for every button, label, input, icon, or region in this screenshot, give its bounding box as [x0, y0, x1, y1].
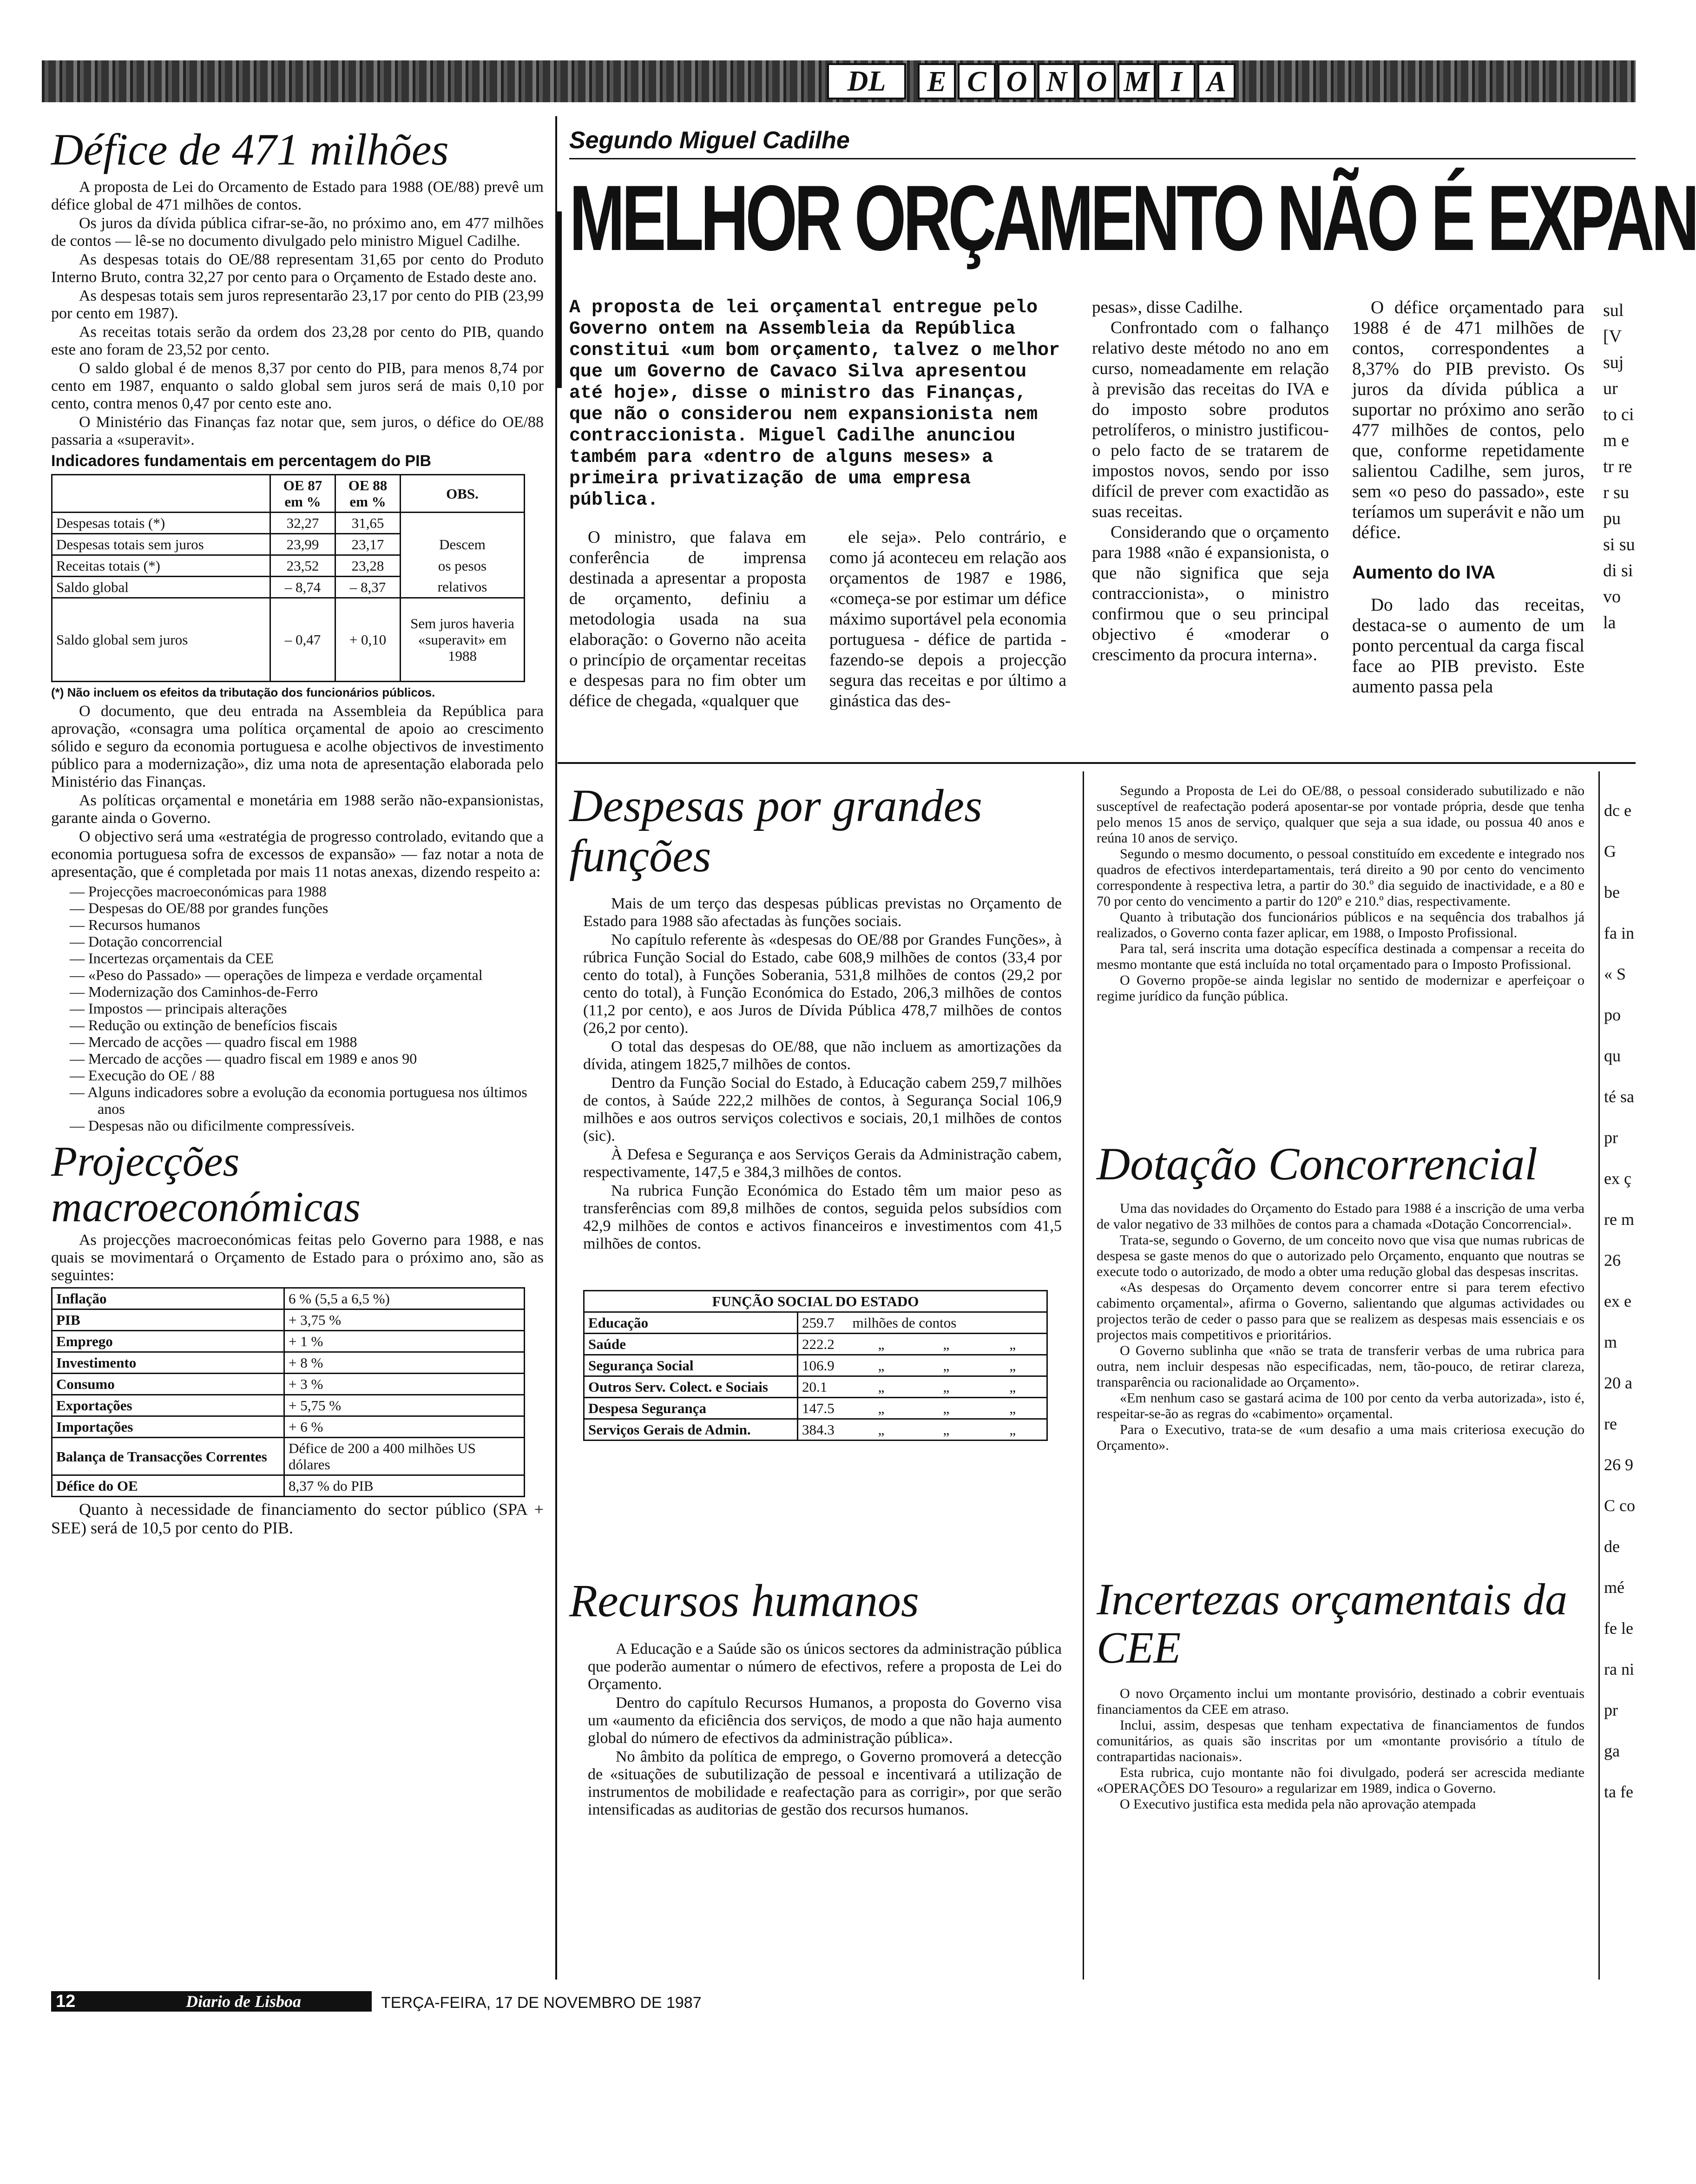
- ditto-mark: „: [914, 1398, 979, 1419]
- section-letter: M: [1118, 63, 1156, 99]
- list-item: — Modernização dos Caminhos-de-Ferro: [65, 983, 544, 1000]
- cut-off-column: sul [V suj ur to ci m e tr re r su pu si su di si vo la: [1603, 301, 1635, 632]
- row-label: Investimento: [52, 1352, 284, 1374]
- paragraph: O total das despesas do OE/88, que não incluem as amortizações da dívida, atingem 1825,7 milhões de contos.: [583, 1038, 1062, 1073]
- paragraph: A Educação e a Saúde são os únicos sectores da administração pública que poderão aumentar o número de efectivos, refere a proposta de Lei do Orçamento.: [588, 1640, 1062, 1693]
- row-value: Défice de 200 a 400 milhões US dólares: [284, 1438, 525, 1475]
- table-row: [584, 1334, 1047, 1355]
- row-value: 222.2: [798, 1334, 849, 1355]
- dotacao-section: [1097, 1138, 1584, 1454]
- table-row: [584, 1376, 1047, 1398]
- list-item: — Mercado de acções — quadro fiscal em 1988: [65, 1033, 544, 1050]
- paragraph: No âmbito da política de emprego, o Governo promoverá a detecção de «situações de subutilização de pessoal e incentivará a utilização de instrumentos de mobilidade e reafectação para as corrigir», por que serão intensificadas as auditorias de gestão dos recursos humanos.: [588, 1748, 1062, 1818]
- row-label: Outros Serv. Colect. e Sociais: [584, 1376, 798, 1398]
- cell-obs: os pesos: [401, 555, 525, 577]
- table-row: [584, 1312, 1047, 1334]
- cell-oe88: 23,17: [335, 534, 401, 555]
- projeccoes-table: [51, 1287, 525, 1497]
- section-title: [918, 63, 1237, 99]
- lead-paragraph: A proposta de lei orçamental entregue pelo Governo ontem na Assembleia da República constitui «um bom orçamento, talvez o melhor que um Governo de Cavaco Silva apresentou até hoje», disse o ministro das Finanças, que não o considerou nem expansionista nem contraccionista. Miguel Cadilhe anunciou também para «dentro de alguns meses» a primeira privatização de uma empresa pública.: [569, 297, 1060, 511]
- section-title-projeccoes: Projecções macroeconómicas: [51, 1138, 361, 1230]
- ditto-mark: „: [979, 1355, 1047, 1376]
- row-label: Segurança Social: [584, 1355, 798, 1376]
- paragraph: pesas», disse Cadilhe.: [1092, 298, 1243, 317]
- cell-oe87: 23,52: [270, 555, 335, 577]
- list-item: — Execução do OE / 88: [65, 1067, 544, 1084]
- row-label: PIB: [52, 1309, 284, 1331]
- table-row: [52, 1374, 525, 1395]
- row-value: + 3,75 %: [284, 1309, 525, 1331]
- section-letter: A: [1197, 63, 1236, 99]
- paragraph: «Em nenhum caso se gastará acima de 100 por cento da verba autorizada», isto é, respeitar-se-ão as regras do «cabimento» orçamental.: [1097, 1390, 1584, 1421]
- list-item: — Mercado de acções — quadro fiscal em 1989 e anos 90: [65, 1050, 544, 1067]
- section-letter: I: [1157, 63, 1196, 99]
- paragraph: O Governo propõe-se ainda legislar no sentido de modernizar e aperfeiçoar o regime jurídico da função pública.: [1097, 973, 1584, 1004]
- table-row: [584, 1398, 1047, 1419]
- section-letter: E: [918, 63, 956, 99]
- cell-obs: [401, 513, 525, 534]
- ditto-mark: „: [979, 1334, 1047, 1355]
- ditto-mark: „: [849, 1419, 914, 1441]
- paragraph: As despesas totais sem juros representarão 23,17 por cento do PIB (23,99 por cento em 1987).: [51, 287, 544, 322]
- paragraph: O saldo global é de menos 8,37 por cento do PIB, para menos 8,74 por cento em 1987, enquanto o saldo global sem juros será de mais 0,10 por cento, contra menos 0,47 por cento este ano.: [51, 360, 544, 412]
- paragraph: Mais de um terço das despesas públicas previstas no Orçamento de Estado para 1988 são afectadas às funções sociais.: [583, 895, 1062, 930]
- row-value: + 5,75 %: [284, 1395, 525, 1416]
- recursos-section: [569, 1575, 1062, 1820]
- newspaper-name: Diario de Lisboa: [186, 1992, 301, 2011]
- paragraph: Uma das novidades do Orçamento do Estado para 1988 é a inscrição de uma verba de valor negativo de 33 milhões de contos para a chamada «Dotação Concorrencial».: [1097, 1201, 1584, 1232]
- ditto-mark: „: [914, 1376, 979, 1398]
- paragraph: O Executivo justifica esta medida pela não aprovação atempada: [1120, 1796, 1476, 1812]
- table-header-row: [584, 1291, 1047, 1312]
- row-value: 259.7: [798, 1312, 849, 1334]
- row-value: + 1 %: [284, 1331, 525, 1352]
- table-row: [52, 1331, 525, 1352]
- section-title-cee: Incertezas orçamentais da CEE: [1097, 1574, 1568, 1672]
- cell-oe88: + 0,10: [335, 598, 401, 682]
- ditto-mark: „: [979, 1376, 1047, 1398]
- row-label: Emprego: [52, 1331, 284, 1352]
- section-title-recursos: Recursos humanos: [569, 1575, 919, 1626]
- kicker-rule: [569, 158, 1636, 159]
- row-label: Saúde: [584, 1334, 798, 1355]
- table-row: [52, 1352, 525, 1374]
- row-value: + 8 %: [284, 1352, 525, 1374]
- paragraph: Quanto à necessidade de financiamento do sector público (SPA + SEE) será de 10,5 por cento do PIB.: [51, 1500, 544, 1537]
- section-letter: O: [1078, 63, 1116, 99]
- paragraph: Trata-se, segundo o Governo, de um conceito novo que visa que numas rubricas de despesa se gaste menos do que o autorizado pelo Orçamento, enquanto que noutras se execute todo o autorizado, de modo a obter uma redução global das despesas inscritas.: [1097, 1232, 1584, 1279]
- row-label: Serviços Gerais de Admin.: [584, 1419, 798, 1441]
- table-row: [52, 534, 525, 555]
- dotacao-body: [1097, 1201, 1584, 1454]
- table-title: FUNÇÃO SOCIAL DO ESTADO: [584, 1291, 1047, 1312]
- paragraph: Quanto à tributação dos funcionários públicos e na sequência dos trabalhos já realizados, o Governo conta fazer aplicar, em 1988, o Imposto Profissional.: [1097, 909, 1584, 941]
- paragraph: No capítulo referente às «despesas do OE/88 por Grandes Funções», à rúbrica Função Social do Estado, cabe 608,9 milhões de contos (33,4 por cento do total), à Funções Soberania, 531,8 milhões de contos (29,2 por cento do total), à Função Económica do Estado, 206,3 milhões de contos (11,2 por cento), e aos Juros de Dívida Pública 478,7 milhões de contos (26,2 por cento).: [583, 931, 1062, 1037]
- ditto-mark: „: [849, 1334, 914, 1355]
- row-value: 8,37 % do PIB: [284, 1475, 525, 1497]
- cee-body: [1097, 1686, 1584, 1812]
- paragraph: Para o Executivo, trata-se de «um desafio a uma mais criteriosa execução do Orçamento».: [1097, 1422, 1584, 1453]
- section-title-despesas: Despesas por grandes funções: [569, 780, 982, 881]
- row-label: Importações: [52, 1416, 284, 1438]
- ditto-mark: „: [849, 1398, 914, 1419]
- cell-oe87: 32,27: [270, 513, 335, 534]
- newspaper-logo: DL: [827, 63, 906, 99]
- paragraph: Dentro do capítulo Recursos Humanos, a proposta do Governo visa um «aumento da eficiência dos serviços, de modo a que não haja aumento global do número de efectivos da administração pública».: [588, 1694, 1062, 1747]
- cell-obs: Sem juros haveria «superavit» em 1988: [401, 598, 525, 682]
- paragraph: O documento, que deu entrada na Assembleia da República para aprovação, «consagra uma política orçamental de apoio ao crescimento sólido e seguro da economia portuguesa e acolhe objectivos de investimento público para a modernização», diz uma nota de apresentação elaborada pelo Ministério das Finanças.: [51, 703, 544, 790]
- list-item: — «Peso do Passado» — operações de limpeza e verdade orçamental: [65, 967, 544, 983]
- paragraph: O Ministério das Finanças faz notar que, sem juros, o défice do OE/88 passaria a «superavit».: [51, 414, 544, 448]
- paragraph: Segundo a Proposta de Lei do OE/88, o pessoal considerado subutilizado e não susceptível de reafectação poderá aposentar-se por vontade própria, desde que tenha pelo menos 15 anos de serviço, qualquer que seja a sua idade, ou possua 40 anos e reúna 10 anos de serviço.: [1097, 783, 1584, 846]
- paragraph: As receitas totais serão da ordem dos 23,28 por cento do PIB, quando este ano foram de 23,52 por cento.: [51, 323, 544, 358]
- row-value: + 6 %: [284, 1416, 525, 1438]
- row-label: Inflação: [52, 1288, 284, 1309]
- table-header: OE 88 em %: [335, 475, 401, 513]
- paragraph: À Defesa e Segurança e aos Serviços Gerais da Administração cabem, respectivamente, 147,5 e 384,3 milhões de contos.: [583, 1146, 1062, 1181]
- cell-obs: relativos: [401, 577, 525, 598]
- issue-date: TERÇA-FEIRA, 17 DE NOVEMBRO DE 1987: [381, 1994, 702, 2012]
- table-row: [52, 598, 525, 682]
- paragraph: O objectivo será uma «estratégia de progresso controlado, evitando que a economia portuguesa sofra de excessos de expansão» — faz notar a nota de apresentação, que é completada por mais 11 notas anexas, dizendo respeito a:: [51, 828, 544, 881]
- table-row: [52, 1438, 525, 1475]
- row-label: Saldo global: [52, 577, 270, 598]
- table-row: [52, 1309, 525, 1331]
- list-item: — Despesas do OE/88 por grandes funções: [65, 900, 544, 916]
- paragraph: O Governo sublinha que «não se trata de transferir verbas de uma rubrica para outra, nem incluir despesas não especificadas, nem, tão-pouco, de retirar clareza, transparência ou racionalidade ao Orçamento».: [1097, 1343, 1584, 1390]
- story-column-1: [569, 527, 806, 711]
- despesas-section: [569, 781, 1062, 1441]
- projeccoes-intro: [51, 1231, 544, 1284]
- paragraph: Para tal, será inscrita uma dotação específica destinada a compensar a receita do mesmo montante que está incluída no total orçamentado para o Imposto Profissional.: [1097, 941, 1584, 972]
- row-value: 106.9: [798, 1355, 849, 1376]
- ditto-mark: „: [979, 1398, 1047, 1419]
- ditto-mark: „: [914, 1334, 979, 1355]
- row-value: 147.5: [798, 1398, 849, 1419]
- subheading: Aumento do IVA: [1352, 562, 1496, 583]
- funcao-social-table: [583, 1290, 1048, 1441]
- cee-section: [1097, 1575, 1584, 1812]
- column-rule: [1083, 771, 1084, 1980]
- article-body: [51, 178, 544, 449]
- indicators-table: [51, 474, 525, 682]
- table-header-row: [52, 475, 525, 513]
- despesas-body: [569, 895, 1062, 1253]
- cell-oe88: 23,28: [335, 555, 401, 577]
- paragraph: Na rubrica Função Económica do Estado têm um maior peso as transferências com 89,8 milhões de contos, seguida pelos subsídios com 42,9 milhões de contos e activos financeiros e investimentos com 41,5 milhões de contos.: [583, 1182, 1062, 1252]
- list-item: — Despesas não ou dificilmente compressíveis.: [65, 1117, 544, 1134]
- table-row: [52, 1475, 525, 1497]
- table-title: Indicadores fundamentais em percentagem do PIB: [51, 452, 432, 470]
- paragraph: Dentro da Função Social do Estado, à Educação cabem 259,7 milhões de contos, à Saúde 222,2 milhões de contos, à Segurança Social 106,9 milhões e aos outros serviços colectivos e sociais, 20,1 milhões de contos (sic).: [583, 1074, 1062, 1145]
- paragraph: Do lado das receitas, destaca-se o aumento de um ponto percentual da carga fiscal face ao PIB previsto. Este aumento passa pela: [1352, 595, 1584, 697]
- paragraph: Confrontado com o falhanço relativo deste método no ano em curso, nomeadamente em relação à previsão das receitas do IVA e do imposto sobre produtos petrolíferos, o ministro justificou-o pelo facto de se tratarem de impostos novos, sendo por isso difícil de prever com exactidão as suas receitas.: [1092, 318, 1329, 521]
- list-item: — Incertezas orçamentais da CEE: [65, 950, 544, 967]
- row-label: Balança de Transacções Correntes: [52, 1438, 284, 1475]
- row-label: Despesa Segurança: [584, 1398, 798, 1419]
- paragraph: ele seja». Pelo contrário, e como já aconteceu em relação aos orçamentos de 1987 e 1986, «começa-se por estimar um défice máximo suportável pela economia portuguesa - défice de partida - fazendo-se depois a projecção segura das receitas e por último a ginástica das des-: [829, 528, 1066, 710]
- list-item: — Redução ou extinção de benefícios fiscais: [65, 1017, 544, 1033]
- paragraph: Os juros da dívida pública cifrar-se-ão, no próximo ano, em 477 milhões de contos — lê-se no documento divulgado pelo ministro Miguel Cadilhe.: [51, 215, 544, 250]
- row-value: 20.1: [798, 1376, 849, 1398]
- section-letter: C: [958, 63, 996, 99]
- left-column: [51, 125, 544, 1538]
- paragraph: O ministro, que falava em conferência de imprensa destinada a apresentar a proposta de orçamento, definiu a metodologia usada na sua elaboração: o Governo não aceita o princípio de orçamentar receitas e despesas para no fim obter um défice de chegada, «qualquer que: [569, 528, 806, 710]
- section-divider: [558, 762, 1636, 764]
- row-label: Consumo: [52, 1374, 284, 1395]
- cell-oe87: 23,99: [270, 534, 335, 555]
- paragraph: As políticas orçamental e monetária em 1988 serão não-expansionistas, garante ainda o Governo.: [51, 792, 544, 827]
- paragraph: «As despesas do Orçamento devem concorrer entre si para terem efectivo cabimento orçamental», afirma o Governo, salientando que algumas actividades ou projectos terão de ceder o passo para que se realizem as despesas mais essenciais e os projectos mais competitivos e prioritários.: [1097, 1280, 1584, 1342]
- recursos-continued: [1097, 783, 1584, 1004]
- paragraph: Inclui, assim, despesas que tenham expectativa de financiamentos de fundos comunitários, as quais são inscritas por um «montante provisório a título de contrapartidas nacionais».: [1097, 1717, 1584, 1764]
- table-row: [52, 513, 525, 534]
- section-title-dotacao: Dotação Concorrencial: [1097, 1138, 1538, 1190]
- paragraph: O défice orçamentado para 1988 é de 471 milhões de contos, correspondentes a 8,37% do PIB previsto. Os juros da dívida pública a suportar no próximo ano serão 477 milhões de contos, pelo que, conforme repetidamente salientou Cadilhe, sem juros, sem «o peso do passado», este teríamos um superávit e não um défice.: [1352, 297, 1584, 542]
- table-header: OE 87 em %: [270, 475, 335, 513]
- cell-oe88: – 8,37: [335, 577, 401, 598]
- row-value: + 3 %: [284, 1374, 525, 1395]
- paragraph: Considerando que o orçamento para 1988 «não é expansionista, o que não significa que seja contraccionista», o ministro confirmou que o seu principal objectivo é «moderar o crescimento da procura interna».: [1092, 523, 1329, 664]
- row-label: Exportações: [52, 1395, 284, 1416]
- table-row: [584, 1355, 1047, 1376]
- story-column-3: [1092, 297, 1329, 665]
- list-item: — Alguns indicadores sobre a evolução da economia portuguesa nos últimos anos: [65, 1084, 544, 1117]
- table-row: [52, 1288, 525, 1309]
- recursos-body: [569, 1640, 1062, 1819]
- list-item: — Recursos humanos: [65, 916, 544, 933]
- paragraph: Esta rubrica, cujo montante não foi divulgado, poderá ser acrescida mediante «OPERAÇÕES DO Tesouro» a regularizar em 1989, indica o Governo.: [1097, 1765, 1584, 1796]
- ditto-mark: „: [914, 1355, 979, 1376]
- ditto-mark: „: [849, 1376, 914, 1398]
- column-rule: [1598, 771, 1600, 1980]
- row-label: Despesas totais sem juros: [52, 534, 270, 555]
- list-item: — Impostos — principais alterações: [65, 1000, 544, 1017]
- table-row: [52, 555, 525, 577]
- ditto-mark: „: [849, 1355, 914, 1376]
- paragraph: O novo Orçamento inclui um montante provisório, destinado a cobrir eventuais financiamentos da CEE em atraso.: [1097, 1686, 1584, 1717]
- table-row: [52, 1395, 525, 1416]
- row-label: Saldo global sem juros: [52, 598, 270, 682]
- lead-bar: [555, 211, 562, 388]
- cell-obs: Descem: [401, 534, 525, 555]
- row-label: Receitas totais (*): [52, 555, 270, 577]
- row-label: Despesas totais (*): [52, 513, 270, 534]
- ditto-mark: „: [979, 1419, 1047, 1441]
- column-rule: [555, 116, 557, 1980]
- article-body-continued: [51, 703, 544, 881]
- table-row: [52, 577, 525, 598]
- paragraph: A proposta de Lei do Orcamento de Estado para 1988 (OE/88) prevê um défice global de 471 milhões de contos.: [51, 178, 544, 213]
- story-column-2: [829, 527, 1066, 711]
- row-value: 6 % (5,5 a 6,5 %): [284, 1288, 525, 1309]
- cell-oe87: – 8,74: [270, 577, 335, 598]
- unit-label: milhões de contos: [849, 1312, 1047, 1334]
- headline: MELHOR ORÇAMENTO NÃO É EXPAN: [569, 166, 1696, 270]
- table-row: [52, 1416, 525, 1438]
- kicker: Segundo Miguel Cadilhe: [569, 127, 850, 154]
- table-row: [584, 1419, 1047, 1441]
- row-value: 384.3: [798, 1419, 849, 1441]
- article-title: Défice de 471 milhões: [51, 125, 449, 174]
- cell-oe88: 31,65: [335, 513, 401, 534]
- paragraph: As despesas totais do OE/88 representam 31,65 por cento do Produto Interno Bruto, contra 32,27 por cento para o Orçamento de Estado deste ano.: [51, 251, 544, 286]
- paragraph: As projecções macroeconómicas feitas pelo Governo para 1988, e nas quais se movimentará o Orçamento de Estado para o próximo ano, são as seguintes:: [51, 1231, 544, 1284]
- list-item: — Projecções macroeconómicas para 1988: [65, 883, 544, 900]
- annex-list: [65, 883, 544, 1134]
- page-number: 12: [56, 1992, 76, 2011]
- paragraph: Segundo o mesmo documento, o pessoal constituído em excedente e integrado nos quadros de efectivos interdepartamentais, terá direito a 90 por cento do vencimento correspondente à respectiva letra, a partir do 30.º dia seguido de inactividade, e a 80 e 70 por cento do vencimento a partir do 120º e 210.º dias, respectivamente.: [1097, 846, 1584, 909]
- list-item: — Dotação concorrencial: [65, 933, 544, 950]
- cell-oe87: – 0,47: [270, 598, 335, 682]
- section-letter: N: [1038, 63, 1076, 99]
- section-letter: O: [998, 63, 1036, 99]
- table-note: (*) Não incluem os efeitos da tributação dos funcionários públicos.: [51, 685, 435, 699]
- projeccoes-footer: [51, 1500, 544, 1537]
- table-header: OBS.: [401, 475, 525, 513]
- table-header: [52, 475, 270, 513]
- cut-off-column: dc e G be fa in « S po qu té sa pr ex ç re m 26 ex e m 20 a re 26 9 C co de mé fe le ra ni pr ga ta fe: [1604, 801, 1635, 1801]
- row-label: Educação: [584, 1312, 798, 1334]
- story-column-4: [1352, 297, 1584, 697]
- ditto-mark: „: [914, 1419, 979, 1441]
- row-label: Défice do OE: [52, 1475, 284, 1497]
